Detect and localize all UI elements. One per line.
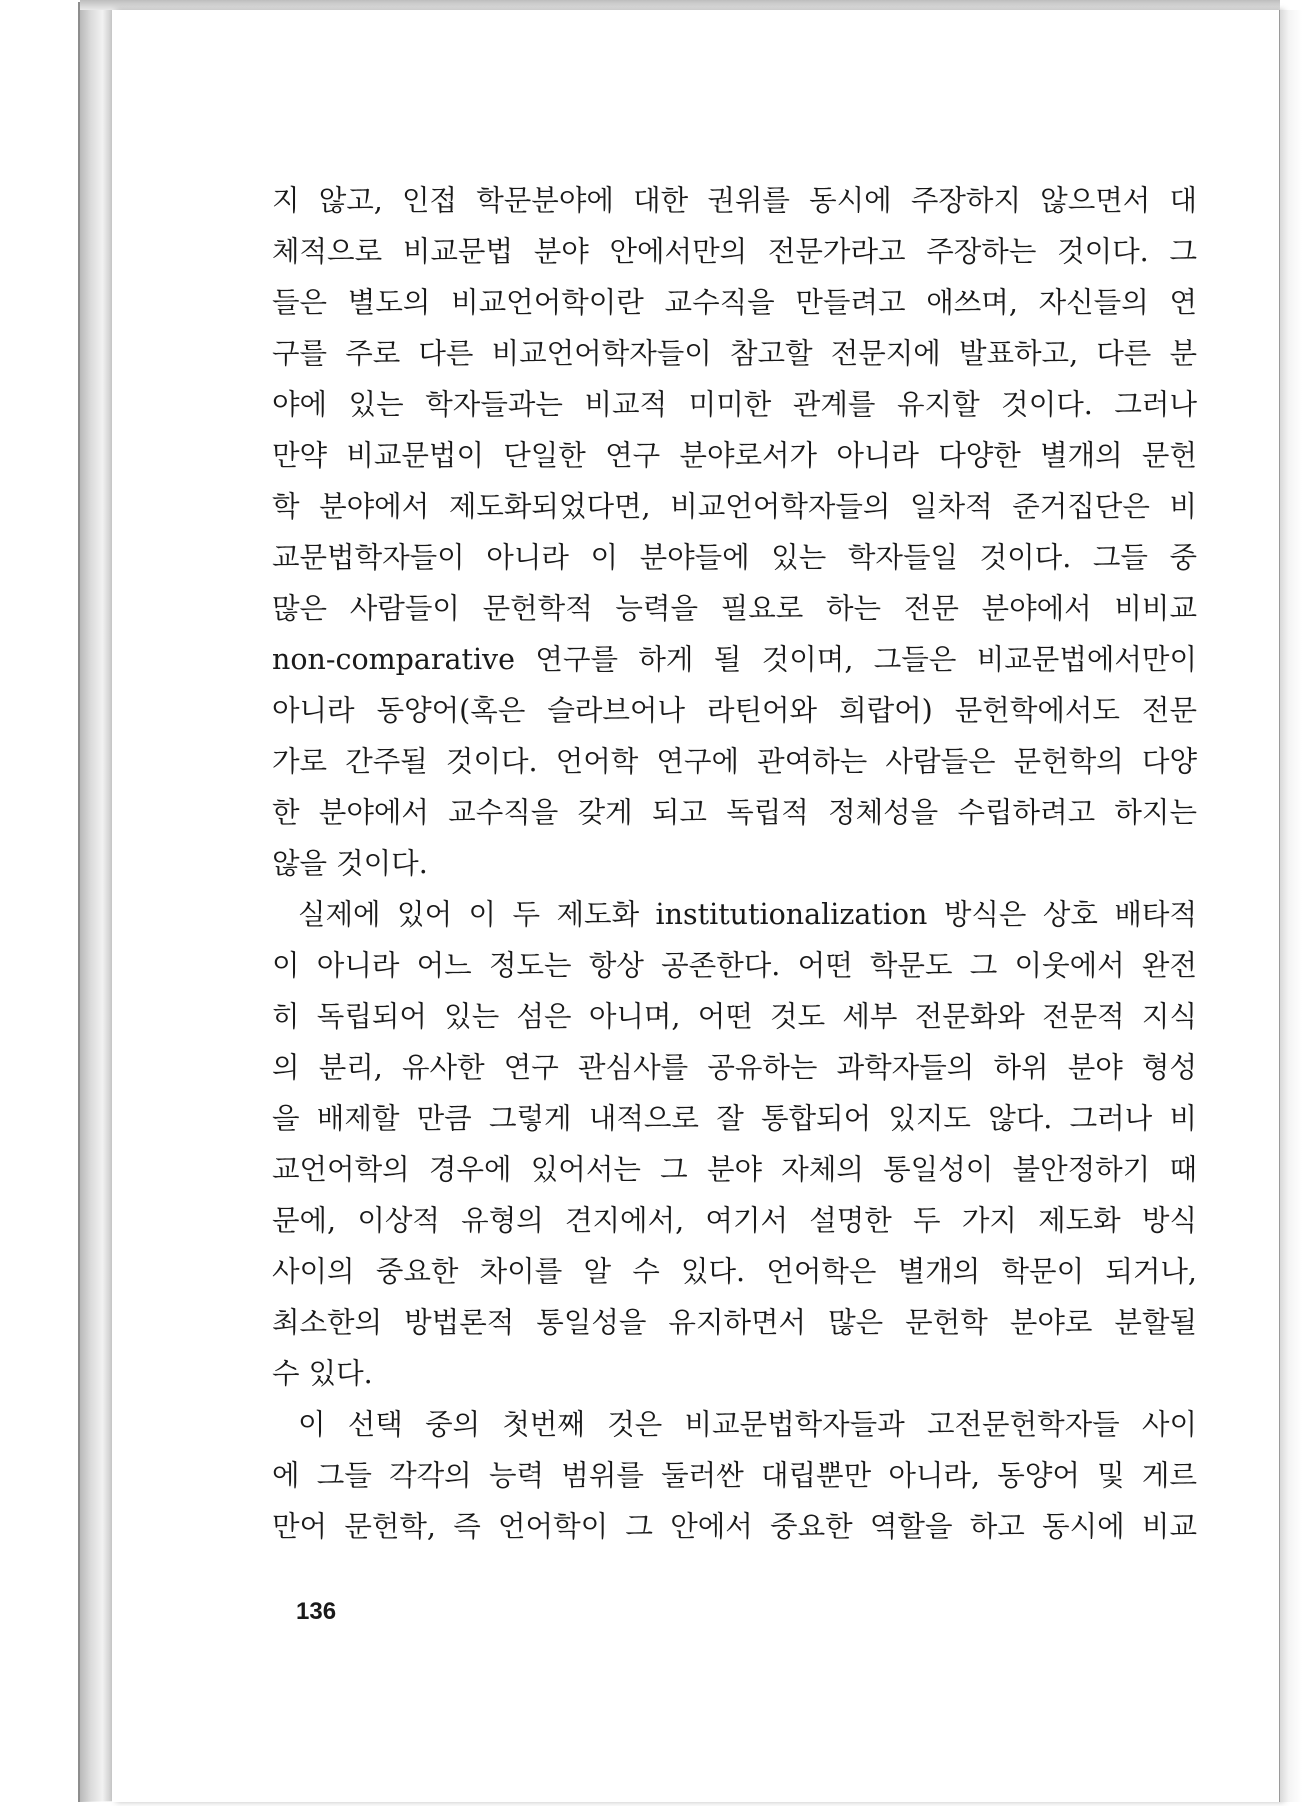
text-line: 구를 주로 다른 비교언어학자들이 참고할 전문지에 발표하고, 다른 분 [272, 337, 1197, 370]
text-line: 이 아니라 어느 정도는 항상 공존한다. 어떤 학문도 그 이웃에서 완전 [272, 949, 1197, 982]
text-line: 교언어학의 경우에 있어서는 그 분야 자체의 통일성이 불안정하기 때 [272, 1153, 1197, 1186]
text-line: 한 분야에서 교수직을 갖게 되고 독립적 정체성을 수립하려고 하지는 [272, 796, 1197, 829]
text-line: 학 분야에서 제도화되었다면, 비교언어학자들의 일차적 준거집단은 비 [272, 490, 1197, 523]
text-line: 만약 비교문법이 단일한 연구 분야로서가 아니라 다양한 별개의 문헌 [272, 439, 1197, 472]
text-line: 사이의 중요한 차이를 알 수 있다. 언어학은 별개의 학문이 되거나, [272, 1255, 1197, 1288]
text-line: 히 독립되어 있는 섬은 아니며, 어떤 것도 세부 전문화와 전문적 지식 [272, 1000, 1197, 1033]
book-top-edge [80, 0, 1280, 10]
paragraph-start-line: 실제에 있어 이 두 제도화 institutionalization 방식은 상호 배타적 [298, 898, 1197, 931]
text-line: 지 않고, 인접 학문분야에 대한 권위를 동시에 주장하지 않으면서 대 [272, 184, 1197, 217]
text-line: 에 그들 각각의 능력 범위를 둘러싼 대립뿐만 아니라, 동양어 및 게르 [272, 1459, 1197, 1492]
body-text [272, 175, 1197, 1552]
text-line: 들은 별도의 비교언어학이란 교수직을 만들려고 애쓰며, 자신들의 연 [272, 286, 1197, 319]
text-line: 만어 문헌학, 즉 언어학이 그 안에서 중요한 역할을 하고 동시에 비교 [272, 1510, 1197, 1543]
text-line: 않을 것이다. [272, 847, 428, 880]
text-line: 많은 사람들이 문헌학적 능력을 필요로 하는 전문 분야에서 비비교 [272, 592, 1197, 625]
text-line: 야에 있는 학자들과는 비교적 미미한 관계를 유지할 것이다. 그러나 [272, 388, 1197, 421]
book-spine [78, 1, 112, 1802]
text-line: 가로 간주될 것이다. 언어학 연구에 관여하는 사람들은 문헌학의 다양 [272, 745, 1197, 778]
text-line: 의 분리, 유사한 연구 관심사를 공유하는 과학자들의 하위 분야 형성 [272, 1051, 1197, 1084]
text-line: 최소한의 방법론적 통일성을 유지하면서 많은 문헌학 분야로 분할될 [272, 1306, 1197, 1339]
text-line: 문에, 이상적 유형의 견지에서, 여기서 설명한 두 가지 제도화 방식 [272, 1204, 1197, 1237]
page-number: 136 [296, 1598, 337, 1625]
text-line: non-comparative 연구를 하게 될 것이며, 그들은 비교문법에서만이 [272, 643, 1197, 676]
text-line: 체적으로 비교문법 분야 안에서만의 전문가라고 주장하는 것이다. 그 [272, 235, 1197, 268]
text-line: 교문법학자들이 아니라 이 분야들에 있는 학자들일 것이다. 그들 중 [272, 541, 1197, 574]
text-line: 수 있다. [272, 1357, 373, 1390]
text-line: 을 배제할 만큼 그렇게 내적으로 잘 통합되어 있지도 않다. 그러나 비 [272, 1102, 1197, 1135]
page-right-edge [1280, 10, 1302, 1802]
text-line: 아니라 동양어(혹은 슬라브어나 라틴어와 희랍어) 문헌학에서도 전문 [272, 694, 1197, 727]
paragraph-start-line: 이 선택 중의 첫번째 것은 비교문법학자들과 고전문헌학자들 사이 [298, 1408, 1197, 1441]
